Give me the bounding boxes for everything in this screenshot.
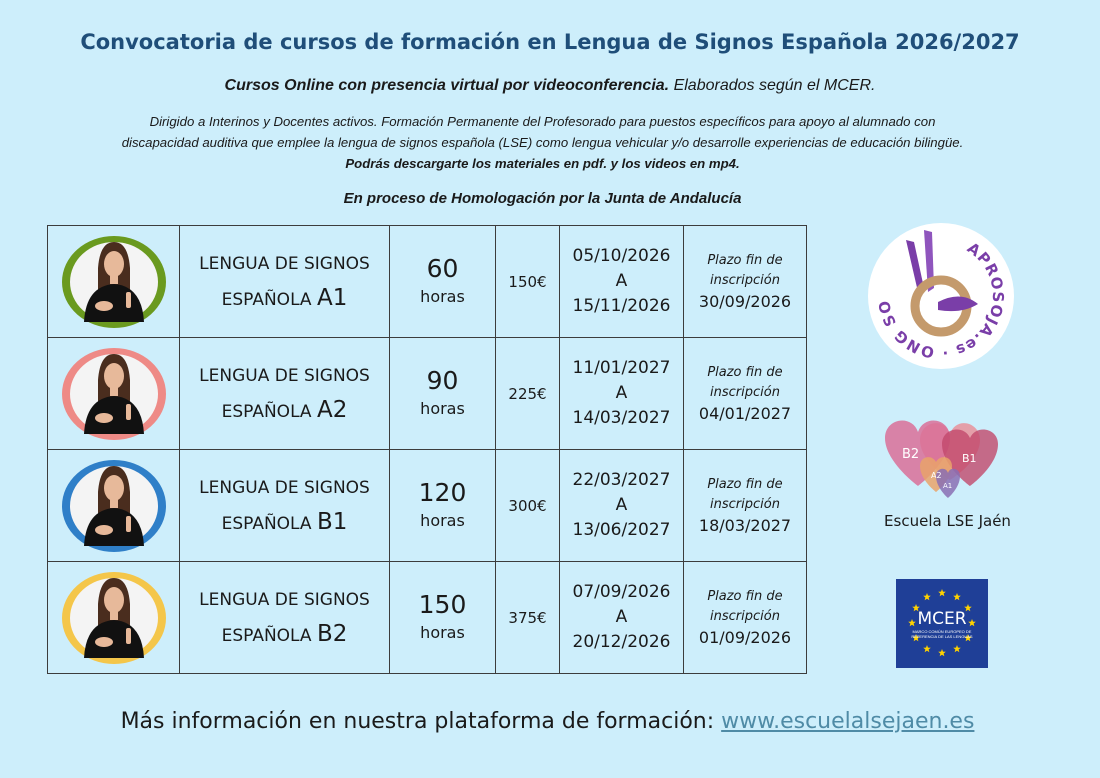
courses-table (47, 225, 807, 674)
course-name-line2: ESPAÑOLA (221, 401, 312, 422)
course-row (48, 338, 807, 450)
course-hours-unit: horas (420, 510, 465, 530)
course-level: A2 (316, 396, 348, 423)
course-photo-cell (48, 562, 180, 674)
description-text: Dirigido a Interinos y Docentes activos. Formación Permanente del Profesorado para puestos específicos para apoyo al alumnado con discapacidad auditiva que emplee la lengua de signos española (LSE) como lengua vehicular y/o desarrolle experiencias de educación bilingüe. (121, 114, 964, 150)
course-row (48, 450, 807, 562)
deadline-label: Plazo fin de inscripción (707, 252, 783, 288)
course-photo-cell (48, 226, 180, 338)
subtitle-rest: Elaborados según el MCER. (669, 77, 876, 94)
deadline-label: Plazo fin de inscripción (707, 476, 783, 512)
hearts-label-a2: A2 (931, 471, 942, 480)
deadline-date: 18/03/2027 (698, 515, 792, 535)
subtitle-bold: Cursos Online con presencia virtual por videoconferencia. (224, 77, 670, 94)
eu-star (938, 589, 946, 596)
description (120, 111, 965, 174)
course-name-line1: LENGUA DE SIGNOS (199, 477, 370, 498)
hearts-label-b2: B2 (902, 447, 920, 462)
eu-star (953, 593, 961, 600)
course-photo-cell (48, 450, 180, 562)
course-row (48, 562, 807, 674)
eu-star (923, 593, 931, 600)
course-date-separator: A (615, 495, 628, 515)
aprosoja-logo (866, 222, 1016, 370)
course-hours (390, 562, 496, 674)
course-name (180, 338, 390, 450)
course-hours-number: 150 (418, 589, 467, 619)
course-price: 225€ (496, 338, 560, 450)
course-name (180, 562, 390, 674)
course-dates (560, 226, 684, 338)
signer-avatar (60, 234, 168, 330)
course-hours-number: 60 (426, 253, 459, 283)
mcer-logo (896, 579, 988, 668)
course-level: B2 (316, 620, 348, 647)
mcer-logo-small: MARCO COMÚN EUROPEO DE REFERENCIA DE LAS LENGUAS (911, 629, 973, 639)
deadline-label: Plazo fin de inscripción (707, 588, 783, 624)
course-start-date: 07/09/2026 (572, 582, 671, 602)
course-date-separator: A (615, 383, 628, 403)
course-hours (390, 226, 496, 338)
course-price: 300€ (496, 450, 560, 562)
course-deadline (684, 562, 807, 674)
course-price: 150€ (496, 226, 560, 338)
course-name-line2: ESPAÑOLA (221, 289, 312, 310)
course-name (180, 450, 390, 562)
page-title: Convocatoria de cursos de formación en Lengua de Signos Española 2026/2027 (80, 30, 1020, 54)
course-name-line2: ESPAÑOLA (221, 625, 312, 646)
course-name-line1: LENGUA DE SIGNOS (199, 253, 370, 274)
course-deadline (684, 338, 807, 450)
course-dates (560, 338, 684, 450)
description-bold: Podrás descargarte los materiales en pdf. y los videos en mp4. (345, 156, 740, 171)
course-level: A1 (316, 284, 348, 311)
course-end-date: 20/12/2026 (572, 632, 671, 652)
hearts-label-a1: A1 (943, 482, 953, 490)
course-hours-number: 120 (418, 477, 467, 507)
signer-avatar (60, 458, 168, 554)
deadline-date: 04/01/2027 (698, 403, 792, 423)
course-name-line2: ESPAÑOLA (221, 513, 312, 534)
eu-star (953, 645, 961, 652)
course-hours (390, 338, 496, 450)
course-deadline (684, 226, 807, 338)
deadline-label: Plazo fin de inscripción (707, 364, 783, 400)
course-name (180, 226, 390, 338)
course-start-date: 05/10/2026 (572, 246, 671, 266)
course-end-date: 14/03/2027 (572, 408, 671, 428)
eu-star (923, 645, 931, 652)
escuela-label: Escuela LSE Jaén (884, 512, 1011, 530)
mcer-logo-text: MCER (917, 609, 967, 629)
course-row (48, 226, 807, 338)
course-hours-unit: horas (420, 286, 465, 306)
aprosoja-logo-graphic (866, 222, 1016, 370)
course-start-date: 22/03/2027 (572, 470, 671, 490)
deadline-date: 01/09/2026 (698, 627, 792, 647)
course-hours-number: 90 (426, 365, 459, 395)
signer-avatar (60, 346, 168, 442)
course-end-date: 13/06/2027 (572, 520, 671, 540)
course-price: 375€ (496, 562, 560, 674)
course-level: B1 (316, 508, 348, 535)
course-deadline (684, 450, 807, 562)
eu-star (938, 649, 946, 656)
course-dates (560, 450, 684, 562)
course-hours-unit: horas (420, 622, 465, 642)
subtitle (0, 77, 1100, 95)
footer-text: Más información en nuestra plataforma de formación: (120, 709, 722, 734)
course-date-separator: A (615, 271, 628, 291)
website-link[interactable]: www.escuelalsejaen.es (721, 709, 975, 734)
course-hours-unit: horas (420, 398, 465, 418)
course-photo-cell (48, 338, 180, 450)
aprosoja-ring-text: APROSOJA.es · ONG SO (874, 238, 1008, 363)
hearts-label-b1: B1 (962, 452, 977, 465)
homologation-note: En proceso de Homologación por la Junta de Andalucía (343, 190, 742, 207)
course-end-date: 15/11/2026 (572, 296, 671, 316)
signer-avatar (60, 570, 168, 666)
footer (0, 709, 1095, 734)
course-hours (390, 450, 496, 562)
escuela-hearts-logo (880, 410, 1006, 506)
course-dates (560, 562, 684, 674)
course-name-line1: LENGUA DE SIGNOS (199, 589, 370, 610)
course-date-separator: A (615, 607, 628, 627)
course-start-date: 11/01/2027 (572, 358, 671, 378)
deadline-date: 30/09/2026 (698, 291, 792, 311)
course-name-line1: LENGUA DE SIGNOS (199, 365, 370, 386)
